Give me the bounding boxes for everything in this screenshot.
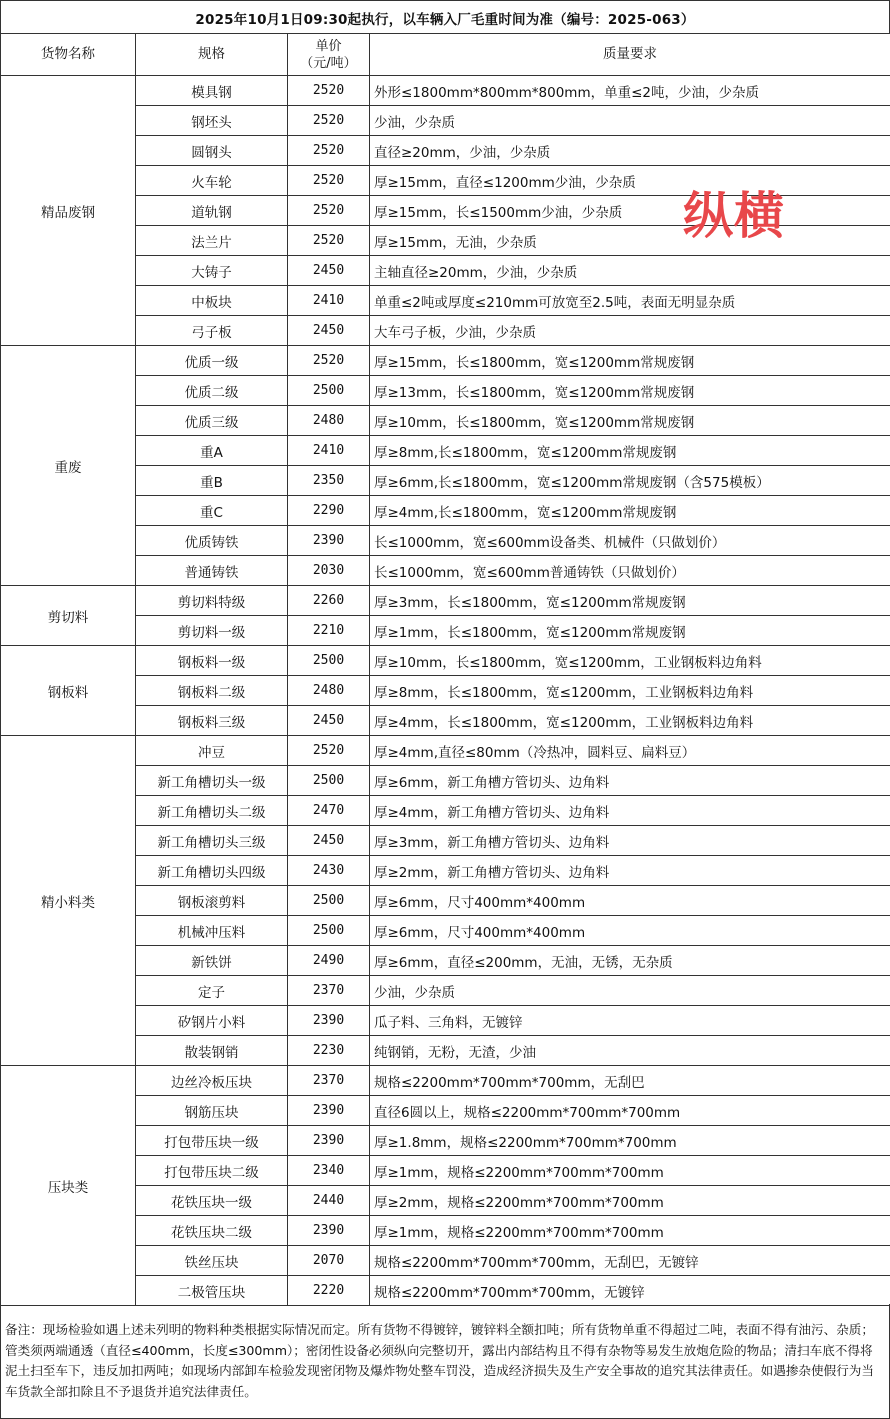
spec-cell: 钢板滚剪料 bbox=[136, 886, 288, 916]
requirement-cell: 厚≥13mm，长≤1800mm，宽≤1200mm常规废钢 bbox=[370, 376, 890, 406]
spec-cell: 重A bbox=[136, 436, 288, 466]
spec-cell: 新铁饼 bbox=[136, 946, 288, 976]
price-cell: 2520 bbox=[288, 106, 370, 136]
price-cell: 2480 bbox=[288, 406, 370, 436]
spec-cell: 新工角槽切头二级 bbox=[136, 796, 288, 826]
spec-cell: 打包带压块二级 bbox=[136, 1156, 288, 1186]
price-cell: 2450 bbox=[288, 316, 370, 346]
requirement-cell: 纯钢销，无粉，无渣，少油 bbox=[370, 1036, 890, 1066]
spec-cell: 剪切料特级 bbox=[136, 586, 288, 616]
requirement-cell: 厚≥10mm，长≤1800mm，宽≤1200mm常规废钢 bbox=[370, 406, 890, 436]
requirement-cell: 厚≥4mm,长≤1800mm，宽≤1200mm常规废钢 bbox=[370, 496, 890, 526]
price-cell: 2520 bbox=[288, 136, 370, 166]
price-cell: 2500 bbox=[288, 646, 370, 676]
price-cell: 2500 bbox=[288, 916, 370, 946]
price-cell: 2390 bbox=[288, 1096, 370, 1126]
page-title: 2025年10月1日09:30起执行，以车辆入厂毛重时间为准（编号：2025-063） bbox=[0, 0, 890, 34]
price-cell: 2410 bbox=[288, 286, 370, 316]
price-cell: 2470 bbox=[288, 796, 370, 826]
header-spec: 规格 bbox=[136, 34, 288, 76]
table-row bbox=[1, 76, 890, 106]
spec-cell: 火车轮 bbox=[136, 166, 288, 196]
requirement-cell: 厚≥1mm，规格≤2200mm*700mm*700mm bbox=[370, 1216, 890, 1246]
price-cell: 2430 bbox=[288, 856, 370, 886]
requirement-cell: 厚≥1mm，长≤1800mm，宽≤1200mm常规废钢 bbox=[370, 616, 890, 646]
spec-cell: 机械冲压料 bbox=[136, 916, 288, 946]
requirement-cell: 直径6圆以上，规格≤2200mm*700mm*700mm bbox=[370, 1096, 890, 1126]
requirement-cell: 主轴直径≥20mm，少油，少杂质 bbox=[370, 256, 890, 286]
requirement-cell: 厚≥6mm，尺寸400mm*400mm bbox=[370, 886, 890, 916]
spec-cell: 优质三级 bbox=[136, 406, 288, 436]
header-requirement: 质量要求 bbox=[370, 34, 890, 76]
requirement-cell: 厚≥8mm,长≤1800mm，宽≤1200mm常规废钢 bbox=[370, 436, 890, 466]
price-cell: 2500 bbox=[288, 886, 370, 916]
table-body bbox=[1, 76, 890, 1306]
requirement-cell: 厚≥3mm，新工角槽方管切头、边角料 bbox=[370, 826, 890, 856]
requirement-cell: 规格≤2200mm*700mm*700mm，无刮巴 bbox=[370, 1066, 890, 1096]
requirement-cell: 规格≤2200mm*700mm*700mm，无镀锌 bbox=[370, 1276, 890, 1306]
table-row bbox=[1, 646, 890, 676]
price-cell: 2290 bbox=[288, 496, 370, 526]
requirement-cell: 厚≥15mm，直径≤1200mm少油，少杂质 bbox=[370, 166, 890, 196]
requirement-cell: 厚≥8mm，长≤1800mm，宽≤1200mm，工业钢板料边角料 bbox=[370, 676, 890, 706]
price-cell: 2500 bbox=[288, 376, 370, 406]
requirement-cell: 外形≤1800mm*800mm*800mm，单重≤2吨，少油，少杂质 bbox=[370, 76, 890, 106]
spec-cell: 边丝冷板压块 bbox=[136, 1066, 288, 1096]
spec-cell: 二极管压块 bbox=[136, 1276, 288, 1306]
requirement-cell: 厚≥3mm，长≤1800mm，宽≤1200mm常规废钢 bbox=[370, 586, 890, 616]
price-cell: 2230 bbox=[288, 1036, 370, 1066]
table-row bbox=[1, 586, 890, 616]
price-cell: 2370 bbox=[288, 976, 370, 1006]
category-cell: 精品废钢 bbox=[1, 76, 136, 346]
price-cell: 2520 bbox=[288, 76, 370, 106]
table-row bbox=[1, 736, 890, 766]
header-price-line1: 单价 bbox=[288, 38, 369, 55]
requirement-cell: 厚≥4mm，新工角槽方管切头、边角料 bbox=[370, 796, 890, 826]
requirement-cell: 厚≥15mm，无油，少杂质 bbox=[370, 226, 890, 256]
requirement-cell: 厚≥2mm，规格≤2200mm*700mm*700mm bbox=[370, 1186, 890, 1216]
price-cell: 2390 bbox=[288, 526, 370, 556]
spec-cell: 花铁压块二级 bbox=[136, 1216, 288, 1246]
price-cell: 2480 bbox=[288, 676, 370, 706]
spec-cell: 打包带压块一级 bbox=[136, 1126, 288, 1156]
spec-cell: 钢板料三级 bbox=[136, 706, 288, 736]
price-cell: 2390 bbox=[288, 1006, 370, 1036]
price-cell: 2520 bbox=[288, 226, 370, 256]
spec-cell: 圆钢头 bbox=[136, 136, 288, 166]
requirement-cell: 厚≥4mm，长≤1800mm，宽≤1200mm，工业钢板料边角料 bbox=[370, 706, 890, 736]
price-cell: 2520 bbox=[288, 736, 370, 766]
spec-cell: 新工角槽切头三级 bbox=[136, 826, 288, 856]
price-cell: 2520 bbox=[288, 346, 370, 376]
category-cell: 重废 bbox=[1, 346, 136, 586]
requirement-cell: 厚≥6mm，尺寸400mm*400mm bbox=[370, 916, 890, 946]
spec-cell: 中板块 bbox=[136, 286, 288, 316]
spec-cell: 优质一级 bbox=[136, 346, 288, 376]
category-cell: 压块类 bbox=[1, 1066, 136, 1306]
price-cell: 2340 bbox=[288, 1156, 370, 1186]
price-cell: 2370 bbox=[288, 1066, 370, 1096]
spec-cell: 花铁压块一级 bbox=[136, 1186, 288, 1216]
requirement-cell: 厚≥1.8mm，规格≤2200mm*700mm*700mm bbox=[370, 1126, 890, 1156]
requirement-cell: 厚≥15mm，长≤1800mm，宽≤1200mm常规废钢 bbox=[370, 346, 890, 376]
spec-cell: 法兰片 bbox=[136, 226, 288, 256]
spec-cell: 定子 bbox=[136, 976, 288, 1006]
spec-cell: 矽钢片小料 bbox=[136, 1006, 288, 1036]
price-cell: 2390 bbox=[288, 1216, 370, 1246]
price-cell: 2450 bbox=[288, 706, 370, 736]
requirement-cell: 厚≥2mm，新工角槽方管切头、边角料 bbox=[370, 856, 890, 886]
price-cell: 2520 bbox=[288, 196, 370, 226]
spec-cell: 重B bbox=[136, 466, 288, 496]
requirement-cell: 长≤1000mm，宽≤600mm普通铸铁（只做划价） bbox=[370, 556, 890, 586]
table-row bbox=[1, 1066, 890, 1096]
price-cell: 2390 bbox=[288, 1126, 370, 1156]
requirement-cell: 厚≥6mm,长≤1800mm，宽≤1200mm常规废钢（含575模板） bbox=[370, 466, 890, 496]
requirement-cell: 厚≥6mm，新工角槽方管切头、边角料 bbox=[370, 766, 890, 796]
header-price-line2: （元/吨） bbox=[288, 55, 369, 72]
price-cell: 2450 bbox=[288, 256, 370, 286]
price-cell: 2410 bbox=[288, 436, 370, 466]
spec-cell: 新工角槽切头一级 bbox=[136, 766, 288, 796]
requirement-cell: 长≤1000mm，宽≤600mm设备类、机械件（只做划价） bbox=[370, 526, 890, 556]
requirement-cell: 瓜子料、三角料，无镀锌 bbox=[370, 1006, 890, 1036]
spec-cell: 钢筋压块 bbox=[136, 1096, 288, 1126]
table-row bbox=[1, 346, 890, 376]
remarks-note: 备注：现场检验如遇上述未列明的物料种类根据实际情况而定。所有货物不得镀锌，镀锌料全额扣吨；所有货物单重不得超过二吨，表面不得有油污、杂质；管类须两端通透（直径≤400mm，长度≤300mm）；密闭性设备必须纵向完整切开，露出内部结构且不得有杂物等易发生放炮危险的物品；清扫车底不得将泥土扫至车下，违反加扣两吨；如现场内部卸车检验发现密闭物及爆炸物处整车罚没，造成经济损失及生产安全事故的追究其法律责任。如遇掺杂使假行为当车货款全部扣除且不予退货并追究法律责任。 bbox=[0, 1304, 890, 1419]
spec-cell: 重C bbox=[136, 496, 288, 526]
spec-cell: 新工角槽切头四级 bbox=[136, 856, 288, 886]
category-cell: 精小料类 bbox=[1, 736, 136, 1066]
spec-cell: 钢坯头 bbox=[136, 106, 288, 136]
spec-cell: 优质铸铁 bbox=[136, 526, 288, 556]
spec-cell: 普通铸铁 bbox=[136, 556, 288, 586]
spec-cell: 钢板料一级 bbox=[136, 646, 288, 676]
requirement-cell: 大车弓子板，少油，少杂质 bbox=[370, 316, 890, 346]
requirement-cell: 直径≥20mm，少油，少杂质 bbox=[370, 136, 890, 166]
price-cell: 2350 bbox=[288, 466, 370, 496]
price-cell: 2500 bbox=[288, 766, 370, 796]
price-cell: 2210 bbox=[288, 616, 370, 646]
requirement-cell: 厚≥10mm，长≤1800mm，宽≤1200mm，工业钢板料边角料 bbox=[370, 646, 890, 676]
price-cell: 2440 bbox=[288, 1186, 370, 1216]
spec-cell: 铁丝压块 bbox=[136, 1246, 288, 1276]
spec-cell: 剪切料一级 bbox=[136, 616, 288, 646]
price-cell: 2490 bbox=[288, 946, 370, 976]
header-category: 货物名称 bbox=[1, 34, 136, 76]
requirement-cell: 规格≤2200mm*700mm*700mm，无刮巴，无镀锌 bbox=[370, 1246, 890, 1276]
spec-cell: 钢板料二级 bbox=[136, 676, 288, 706]
spec-cell: 大铸子 bbox=[136, 256, 288, 286]
requirement-cell: 少油，少杂质 bbox=[370, 106, 890, 136]
requirement-cell: 单重≤2吨或厚度≤210mm可放宽至2.5吨，表面无明显杂质 bbox=[370, 286, 890, 316]
spec-cell: 优质二级 bbox=[136, 376, 288, 406]
spec-cell: 弓子板 bbox=[136, 316, 288, 346]
price-cell: 2220 bbox=[288, 1276, 370, 1306]
requirement-cell: 厚≥4mm,直径≤80mm（冷热冲，圆料豆、扁料豆） bbox=[370, 736, 890, 766]
requirement-cell: 厚≥6mm，直径≤200mm，无油，无锈，无杂质 bbox=[370, 946, 890, 976]
header-price bbox=[288, 34, 370, 76]
price-cell: 2070 bbox=[288, 1246, 370, 1276]
category-cell: 钢板料 bbox=[1, 646, 136, 736]
requirement-cell: 厚≥1mm，规格≤2200mm*700mm*700mm bbox=[370, 1156, 890, 1186]
spec-cell: 道轨钢 bbox=[136, 196, 288, 226]
requirement-cell: 少油，少杂质 bbox=[370, 976, 890, 1006]
price-cell: 2450 bbox=[288, 826, 370, 856]
spec-cell: 散装钢销 bbox=[136, 1036, 288, 1066]
price-cell: 2260 bbox=[288, 586, 370, 616]
category-cell: 剪切料 bbox=[1, 586, 136, 646]
spec-cell: 模具钢 bbox=[136, 76, 288, 106]
watermark-stamp: 纵横 bbox=[683, 176, 785, 248]
requirement-cell: 厚≥15mm，长≤1500mm少油，少杂质 bbox=[370, 196, 890, 226]
price-cell: 2520 bbox=[288, 166, 370, 196]
header-row bbox=[1, 34, 890, 76]
price-cell: 2030 bbox=[288, 556, 370, 586]
spec-cell: 冲豆 bbox=[136, 736, 288, 766]
